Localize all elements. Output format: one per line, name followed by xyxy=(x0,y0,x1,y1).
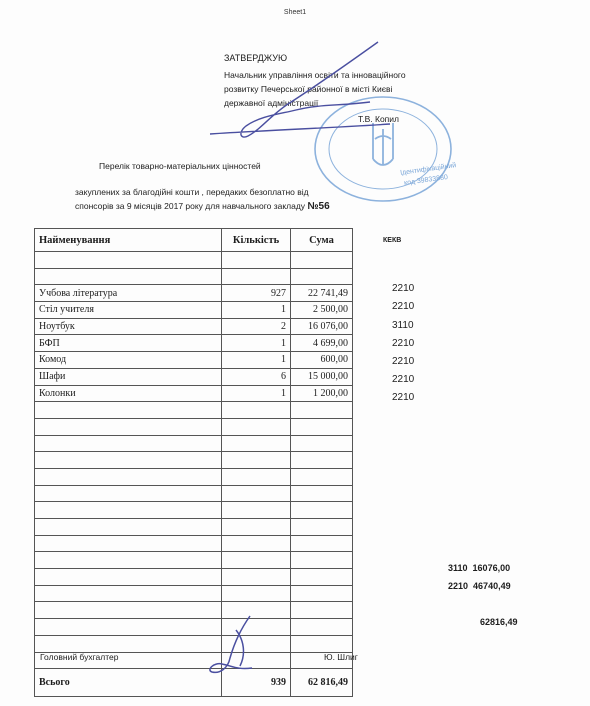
row-name: Комод xyxy=(35,352,222,369)
table-row xyxy=(35,368,353,385)
row-sum: 15 000,00 xyxy=(291,368,353,385)
table-row-empty xyxy=(35,519,353,536)
table-row-empty xyxy=(35,418,353,435)
stamp-text-2: код 39833880 xyxy=(403,173,449,188)
row-sum: 22 741,49 xyxy=(291,285,353,302)
row-sum: 600,00 xyxy=(291,352,353,369)
table-row-empty xyxy=(35,252,353,269)
kekv-header: КЕКВ xyxy=(383,237,402,244)
table-row-empty xyxy=(35,468,353,485)
kekv-value: 2210 xyxy=(392,356,415,367)
table-header-row xyxy=(35,229,353,252)
summary-code: 2210 xyxy=(448,581,469,591)
kekv-value: 2210 xyxy=(392,301,415,312)
row-qty: 6 xyxy=(222,368,291,385)
summary-line xyxy=(448,581,511,591)
row-name: Шафи xyxy=(35,368,222,385)
accountant-label: Головний бухгалтер xyxy=(40,652,119,662)
table-row xyxy=(35,385,353,402)
summary-amount: 16076,00 xyxy=(472,563,511,573)
table-row-empty xyxy=(35,569,353,586)
stamp-text-1: Ідентифікаційний xyxy=(399,162,457,177)
accountant-name: Ю. Шлиг xyxy=(324,652,358,662)
kekv-value: 2210 xyxy=(392,392,415,403)
table-row xyxy=(35,302,353,319)
row-qty: 1 xyxy=(222,352,291,369)
approval-line-2: розвитку Печерської районної в місті Києві xyxy=(224,84,393,94)
row-qty: 1 xyxy=(222,385,291,402)
table-total-row xyxy=(35,669,353,697)
approval-title: ЗАТВЕРДЖУЮ xyxy=(224,53,288,63)
table-row xyxy=(35,318,353,335)
row-name: Учбова література xyxy=(35,285,222,302)
row-qty: 927 xyxy=(222,285,291,302)
table-row-empty xyxy=(35,268,353,285)
summary-line xyxy=(448,563,510,573)
total-label: Всього xyxy=(35,669,222,697)
row-name: Ноутбук xyxy=(35,318,222,335)
table-row xyxy=(35,352,353,369)
table-row-empty xyxy=(35,485,353,502)
grand-total: 62816,49 xyxy=(480,617,518,627)
summary-code: 3110 xyxy=(448,563,468,573)
row-name: Колонки xyxy=(35,385,222,402)
row-sum: 1 200,00 xyxy=(291,385,353,402)
table-row-empty xyxy=(35,619,353,636)
heading-line-3 xyxy=(75,201,330,212)
row-name: Стіл учителя xyxy=(35,302,222,319)
items-table xyxy=(34,228,353,697)
kekv-value: 2210 xyxy=(392,374,415,385)
table-row-empty xyxy=(35,402,353,419)
table-row-empty xyxy=(35,585,353,602)
table-row-empty xyxy=(35,552,353,569)
header-name: Найменування xyxy=(35,229,222,252)
school-number: №56 xyxy=(307,201,330,212)
table-row xyxy=(35,335,353,352)
table-row-empty xyxy=(35,602,353,619)
row-qty: 1 xyxy=(222,302,291,319)
heading-line-2: закуплених за благодійні кошти , передаких безоплатно від xyxy=(75,187,309,197)
header-qty: Кількість xyxy=(222,229,291,252)
summary-amount: 46740,49 xyxy=(473,581,511,591)
row-sum: 2 500,00 xyxy=(291,302,353,319)
kekv-value: 2210 xyxy=(392,338,415,349)
official-stamp-icon xyxy=(303,93,453,203)
heading-text: спонсорів за 9 місяців 2017 року для навчального закладу xyxy=(75,201,306,211)
row-sum: 16 076,00 xyxy=(291,318,353,335)
table-row-empty xyxy=(35,502,353,519)
row-sum: 4 699,00 xyxy=(291,335,353,352)
total-qty: 939 xyxy=(222,669,291,697)
kekv-value: 3110 xyxy=(392,320,414,331)
approval-line-3: державної адміністрації xyxy=(224,98,319,108)
row-qty: 2 xyxy=(222,318,291,335)
row-qty: 1 xyxy=(222,335,291,352)
row-name: БФП xyxy=(35,335,222,352)
approval-signer: Т.В. Копил xyxy=(358,114,399,124)
table-row xyxy=(35,285,353,302)
sheet-label: Sheet1 xyxy=(283,9,307,16)
table-row-empty xyxy=(35,435,353,452)
approval-line-1: Начальник управління освіти та інноваційного xyxy=(224,70,406,80)
table-row-empty xyxy=(35,535,353,552)
table-row-empty xyxy=(35,452,353,469)
heading-line-1: Перелік товарно-матеріальних цінностей xyxy=(99,161,261,171)
total-sum: 62 816,49 xyxy=(291,669,353,697)
kekv-value: 2210 xyxy=(392,283,415,294)
table-row-empty xyxy=(35,635,353,652)
header-sum: Сума xyxy=(291,229,353,252)
